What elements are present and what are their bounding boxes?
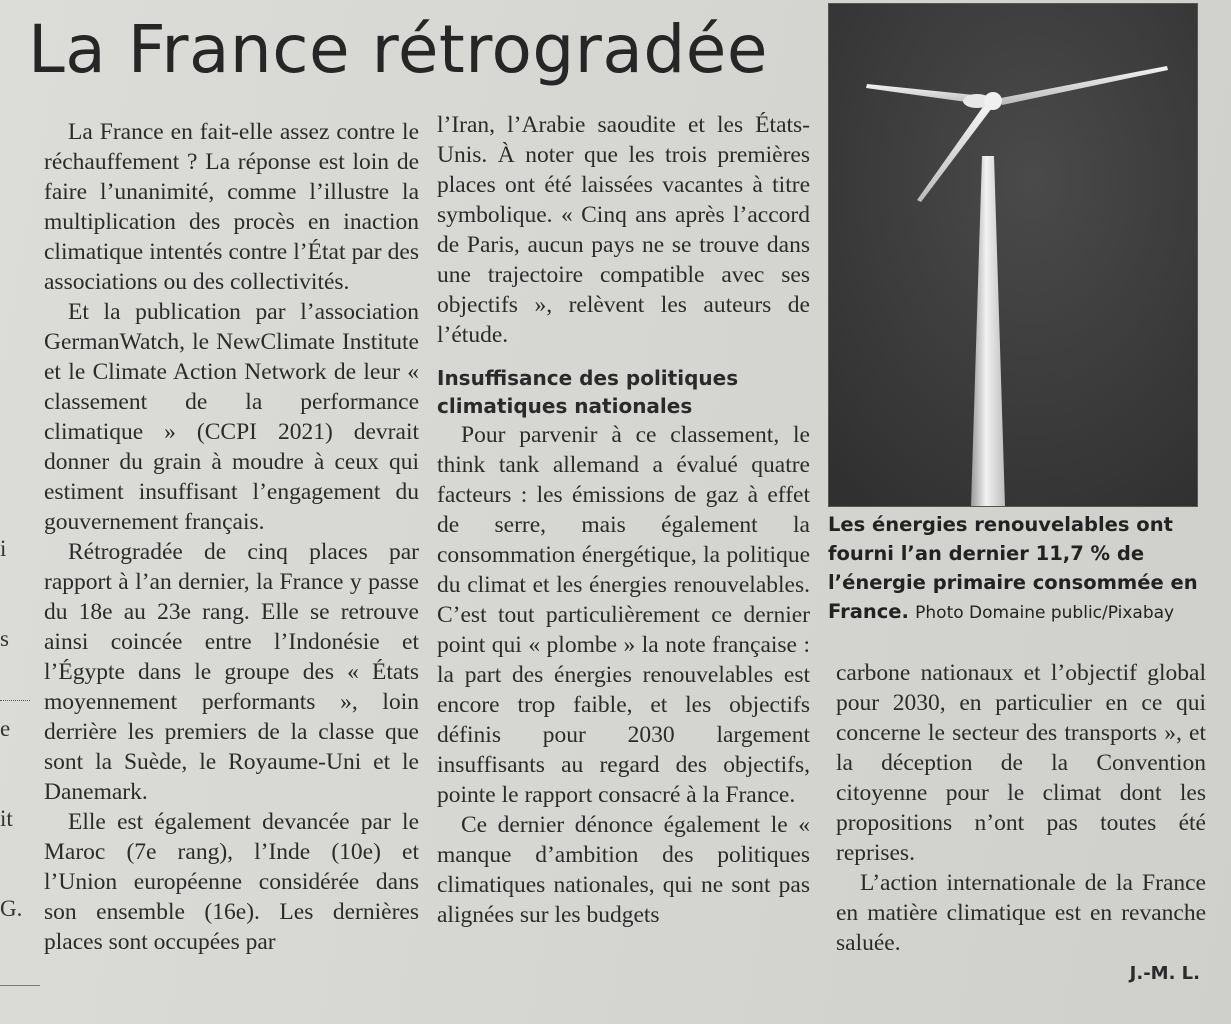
edge-divider	[0, 985, 40, 986]
paragraph: Elle est également devancée par le Maroc (7e rang), l’Inde (10e) et l’Union européenne considérée dans son ensemble (16e). Les dernières places sont occupées par	[44, 809, 419, 955]
edge-divider	[0, 700, 30, 701]
paragraph: Rétrogradée de cinq places par rapport à l’an dernier, la France y passe du 18e au 23e rang. Elle se retrouve ainsi coincée entre l’Indonésie et l’Égypte dans le groupe des « États moyennement performants », loin derrière les premiers de la classe que sont la Suède, le Royaume-Uni et le Danemark.	[44, 539, 419, 805]
author-signature: J.-M. L.	[1129, 963, 1200, 984]
column-1	[44, 117, 419, 957]
paragraph: Et la publication par l’association GermanWatch, le NewClimate Institute et le Climate Action Network de leur « classement de la performance climatique » (CCPI 2021) devrait donner du grain à moudre à ceux qui estiment insuffisant l’engagement du gouvernement français.	[44, 299, 419, 535]
paragraph: Ce dernier dénonce également le « manque d’ambition des politiques climatiques nationales, qui ne sont pas alignées sur les budgets	[437, 812, 810, 928]
wind-turbine-photo	[828, 3, 1198, 507]
paragraph: La France en fait-elle assez contre le réchauffement ? La réponse est loin de faire l’unanimité, comme l’illustre la multiplication des procès en inaction climatique intentés contre l’État par des associations ou des collectivités.	[44, 119, 419, 295]
edge-fragment: i	[0, 536, 7, 561]
paragraph: Pour parvenir à ce classement, le think tank allemand a évalué quatre facteurs : les émissions de gaz à effet de serre, mais également la consommation énergétique, la politique du climat et les énergies renouvelables. C’est tout particulièrement ce dernier point qui « plombe » la note française : la part des énergies renouvelables est encore trop faible, et les objectifs définis pour 2030 largement insuffisants au regard des objectifs, pointe le rapport consacré à la France.	[437, 422, 810, 808]
adjacent-column-fragments	[0, 474, 23, 954]
edge-fragment: e	[0, 716, 11, 741]
column-3	[836, 658, 1206, 988]
edge-fragment: G.	[0, 896, 23, 921]
photo-caption	[828, 510, 1208, 628]
edge-fragment: s	[0, 626, 9, 651]
column-2	[437, 110, 810, 930]
paragraph: carbone nationaux et l’objectif global pour 2030, en particulier en ce qui concerne le secteur des transports », et la déception de la Convention citoyenne pour le climat dont les propositions n’ont pas toutes été reprises.	[836, 660, 1206, 866]
headline: La France rétrogradée	[28, 11, 768, 88]
paragraph: l’Iran, l’Arabie saoudite et les États-Unis. À noter que les trois premières places ont été laissées vacantes à titre symbolique. « Cinq ans après l’accord de Paris, aucun pays ne se trouve dans une trajectoire compatible avec ses objectifs », relèvent les auteurs de l’étude.	[437, 112, 810, 348]
caption-text: Les énergies renouvelables ont fourni l’an dernier 11,7 % de l’énergie primaire consommée en France.	[828, 513, 1198, 623]
photo-credit: Photo Domaine public/Pixabay	[915, 603, 1175, 623]
edge-fragment: it	[0, 806, 13, 831]
paragraph: L’action internationale de la France en matière climatique est en revanche saluée.	[836, 870, 1206, 956]
subheading: Insuffisance des politiques climatiques nationales	[437, 366, 739, 418]
